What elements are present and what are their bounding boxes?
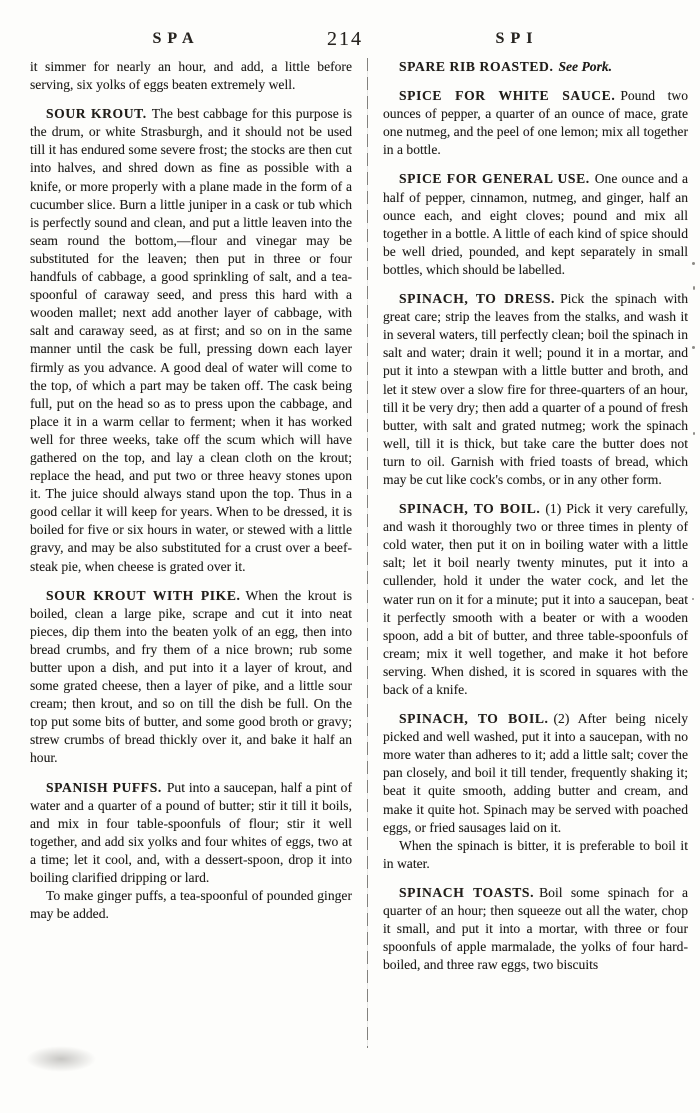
- entry-body: Pound two ounces of pepper, a quarter of an ounce of mace, grate one nutmeg, and the peel of one lemon; mix all together in a bottle.: [383, 88, 688, 158]
- continuation-paragraph: it simmer for nearly an hour, and add, a little before serving, six yolks of eggs beaten extremely well.: [30, 59, 352, 93]
- entry-title: SPANISH PUFFS.: [46, 779, 162, 795]
- entry-body-cross-reference: See Pork.: [558, 59, 613, 74]
- entry-body: Put into a saucepan, half a pint of water and a quarter of a pound of butter; stir it till it boils, and mix in four table-spoonfuls of flour; stir it well together, and add six yolks and four whites of eggs, two at a time; let it cool, and, with a dessert-spoon, drop it into boiling clarified dripping or lard.: [30, 779, 352, 886]
- scan-speck: [693, 432, 695, 435]
- entry-body: Pick the spinach with great care; strip the leaves from the stalks, and wash it in several waters, till perfectly clean; boil the spinach in salt and water; drain it well; pound it in a mortar, and put it into a stewpan with a little butter and broth, and let it stew over a slow fire for three-quarters of an hour, till it be very dry; then add a quarter of a pound of fresh butter, with salt and grated nutmeg; work the spinach well, till it is thick, but take care the butter does not turn to oil. Garnish with fried toasts of bread, which may be cut like cock's combs, or in any other form.: [383, 291, 688, 487]
- page-number: 214: [327, 28, 363, 50]
- entry-title: SOUR KROUT WITH PIKE.: [46, 587, 241, 603]
- entry-spinach-to-boil-1: [383, 500, 688, 699]
- entry-sour-krout-with-pike: [30, 587, 352, 768]
- entry-spinach-to-dress: [383, 290, 688, 489]
- entry-body: The best cabbage for this purpose is the drum, or white Strasburgh, and it should not be used till it has endured some severe frost; the stocks are then cut into halves, and shred down as fine as possible with a knife, or more properly with a plane made in the form of a cucumber slice. Burn a little juniper in a cask or tub which is perfectly sound and clean, and put a little leaven into the seam round the bottom,—flour and vinegar may be substituted for the leaven; then put in three or four handfuls of cabbage, a good sprinkling of salt, and a tea-spoonful of caraway seed, and press this hard with a wooden mallet; next add another layer of cabbage, with salt and caraway seed, as at first; and so on in the same manner until the cask be full, pressing down each layer firmly as you advance. A good deal of water will come to the top, of which a part may be taken off. The cask being full, put on the head so as to press upon the cabbage, and place it in a warm cellar to ferment; when it has worked well for three weeks, take off the scum which will have gathered on the top, and lay a clean cloth on the krout; replace the head, and put two or three heavy stones upon it. The juice should always stand upon the top. Thus in a good cellar it will keep for years. When to be dressed, it is boiled for five or six hours in water, or stewed with a little gravy, and may be also substituted for a crust over a beef-steak pie, when cheese is grated over it.: [30, 106, 352, 574]
- entry-spare-rib-roasted: [383, 58, 688, 76]
- entry-spinach-toasts: [383, 884, 688, 974]
- guide-word-right: SPI: [495, 30, 539, 47]
- scan-speck: [692, 262, 695, 265]
- entry-spice-for-white-sauce: [383, 87, 688, 159]
- entry-title: SPICE FOR GENERAL USE.: [399, 171, 590, 187]
- entry-spinach-to-boil-2: [383, 710, 688, 837]
- left-column: [30, 58, 352, 1093]
- entry-body: (1) Pick it very carefully, and wash it thoroughly two or three times in plenty of cold water, then put it on in boiling water with a little salt; let it boil nearly twenty minutes, put it into a cullender, hold it under the water cock, and let the water run on it for a minute; put it into a saucepan, beat it perfectly smooth with a beater or with a wooden spoon, add a bit of butter, and three table-spoonfuls of cream; mix it well together, and make it hot before serving. When dished, it is scored in squares with the back of a knife.: [383, 501, 689, 697]
- scan-speck: [693, 286, 695, 290]
- right-column: [383, 58, 688, 1093]
- guide-word-left: SPA: [152, 30, 200, 47]
- entry-sour-krout: [30, 105, 352, 575]
- entry-title: SPARE RIB ROASTED.: [399, 59, 554, 74]
- entry-title: SPINACH, TO BOIL.: [399, 711, 549, 727]
- entry-body: (2) After being nicely picked and well washed, put it into a saucepan, with no more water than adheres to it; add a little salt; cover the pan closely, and boil it till tender, frequently shaking it; beat it quite smooth, adding butter and cream, and make it quite hot. Spinach may be served with poached eggs, or fried sausages laid on it.: [383, 711, 688, 835]
- entry-spanish-puffs-note: To make ginger puffs, a tea-spoonful of pounded ginger may be added.: [30, 888, 352, 922]
- text-columns: [30, 58, 688, 1093]
- entry-title: SOUR KROUT.: [46, 106, 147, 122]
- entry-title: SPINACH, TO DRESS.: [399, 291, 556, 307]
- column-divider-rule: [367, 58, 368, 1048]
- entry-spinach-to-boil-2-note: When the spinach is bitter, it is preferable to boil it in water.: [383, 837, 688, 871]
- scan-speck: [692, 598, 694, 600]
- scan-smudge: [26, 1046, 96, 1072]
- page-header: [0, 30, 700, 54]
- entry-spanish-puffs: [30, 779, 352, 888]
- entry-body: One ounce and a half of pepper, cinnamon, nutmeg, and ginger, half an ounce each, and eight cloves; pound and mix all together in a bottle. A little of each kind of spice should be well dried, pounded, and kept separately in small bottles, which should be labelled.: [383, 171, 688, 277]
- scan-speck: [692, 346, 695, 349]
- entry-spice-for-general-use: [383, 170, 688, 279]
- entry-title: SPICE FOR WHITE SAUCE.: [399, 88, 616, 104]
- entry-title: SPINACH, TO BOIL.: [399, 501, 541, 517]
- entry-body: Boil some spinach for a quarter of an hour; then squeeze out all the water, chop it small, and put it into a mortar, with three or four spoonfuls of apple marmalade, the yolks of four hard-boiled, and three raw eggs, two biscuits: [383, 884, 688, 973]
- entry-body: When the krout is boiled, clean a large pike, scrape and cut it into neat pieces, dip them into the beaten yolk of an egg, then into bread crumbs, and fry them of a nice brown; rub some butter upon a dish, and put into it a layer of krout, and some grated cheese, then a layer of pike, and a little sour cream; then krout, and so on till the dish be full. On the top put some bits of butter, and some good broth or gravy; strew crumbs of bread thickly over it, and bake it half an hour.: [30, 587, 352, 766]
- entry-title: SPINACH TOASTS.: [399, 884, 535, 900]
